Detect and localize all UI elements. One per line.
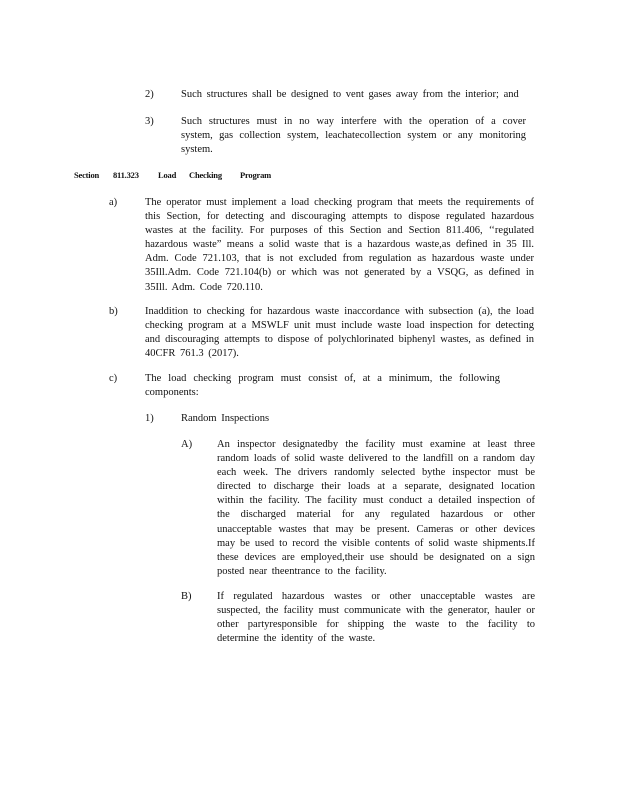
item-label-3: 3)	[145, 116, 154, 127]
section-title-word-1: Load	[158, 170, 177, 180]
section-title-word-3: Program	[240, 170, 272, 180]
subsection-text-c: The load checking program must consist of, at a minimum, the following components:	[145, 373, 500, 399]
section-number: 811.323	[113, 170, 139, 180]
section-title-word-2: Checking	[189, 170, 222, 180]
item-label-c1: 1)	[145, 413, 154, 424]
item-text-c1: Random Inspections	[181, 413, 270, 424]
subitem-label-A: A)	[181, 439, 193, 450]
subsection-label-b: b)	[109, 306, 118, 317]
subitem-label-B: B)	[181, 591, 192, 602]
section-word: Section	[74, 170, 100, 180]
subsection-label-c: c)	[109, 373, 118, 384]
item-text-3: Such structures must in no way interfere with the operation of a cover system, gas collection system, leachatecollection system or any monitoring system.	[181, 116, 526, 156]
item-text-2: Such structures shall be designed to vent gases away from the interior; and	[181, 89, 519, 100]
subitem-text-A: An inspector designatedby the facility must examine at least three random loads of solid waste delivered to the landfill on a random day each week. The drivers randomly selected bythe inspector must be directed to discharge their loads at a separate, designated location within the facility. The facility must conduct a detailed inspection of the discharged material for any regulated hazardous or other unacceptable wastes that may be present. Cameras or other devices may be used to record the visible contents of solid waste shipments.If these devices are employed,their use should be designated on a sign posted near theentrance to the facility.	[217, 439, 535, 577]
subsection-text-a: The operator must implement a load checking program that meets the requirements of this Section, for detecting and discouraging attempts to dispose regulated hazardous wastes at the facility. For purposes of this Section and Section 811.406, ‘‘regulated hazardous waste” means a solid waste that is a hazardous waste,as defined in 35 Ill. Adm. Code 721.103, that is not excluded from regulation as hazardous waste under 35Ill.Adm. Code 721.104(b) or which was not generated by a VSQG, as defined in 35Ill. Adm. Code 720.110.	[145, 197, 534, 293]
subitem-text-B: If regulated hazardous wastes or other unacceptable wastes are suspected, the facility must communicate with the generator, hauler or other partyresponsible for shipping the waste to the facility to determine the identity of the waste.	[217, 591, 535, 645]
subsection-label-a: a)	[109, 197, 118, 208]
item-label-2: 2)	[145, 89, 154, 100]
subsection-text-b: Inaddition to checking for hazardous waste inaccordance with subsection (a), the load checking program at a MSWLF unit must include waste load inspection for detecting and discouraging attempts to dispose of polychlorinated biphenyl wastes, as defined in 40CFR 761.3 (2017).	[145, 306, 534, 360]
